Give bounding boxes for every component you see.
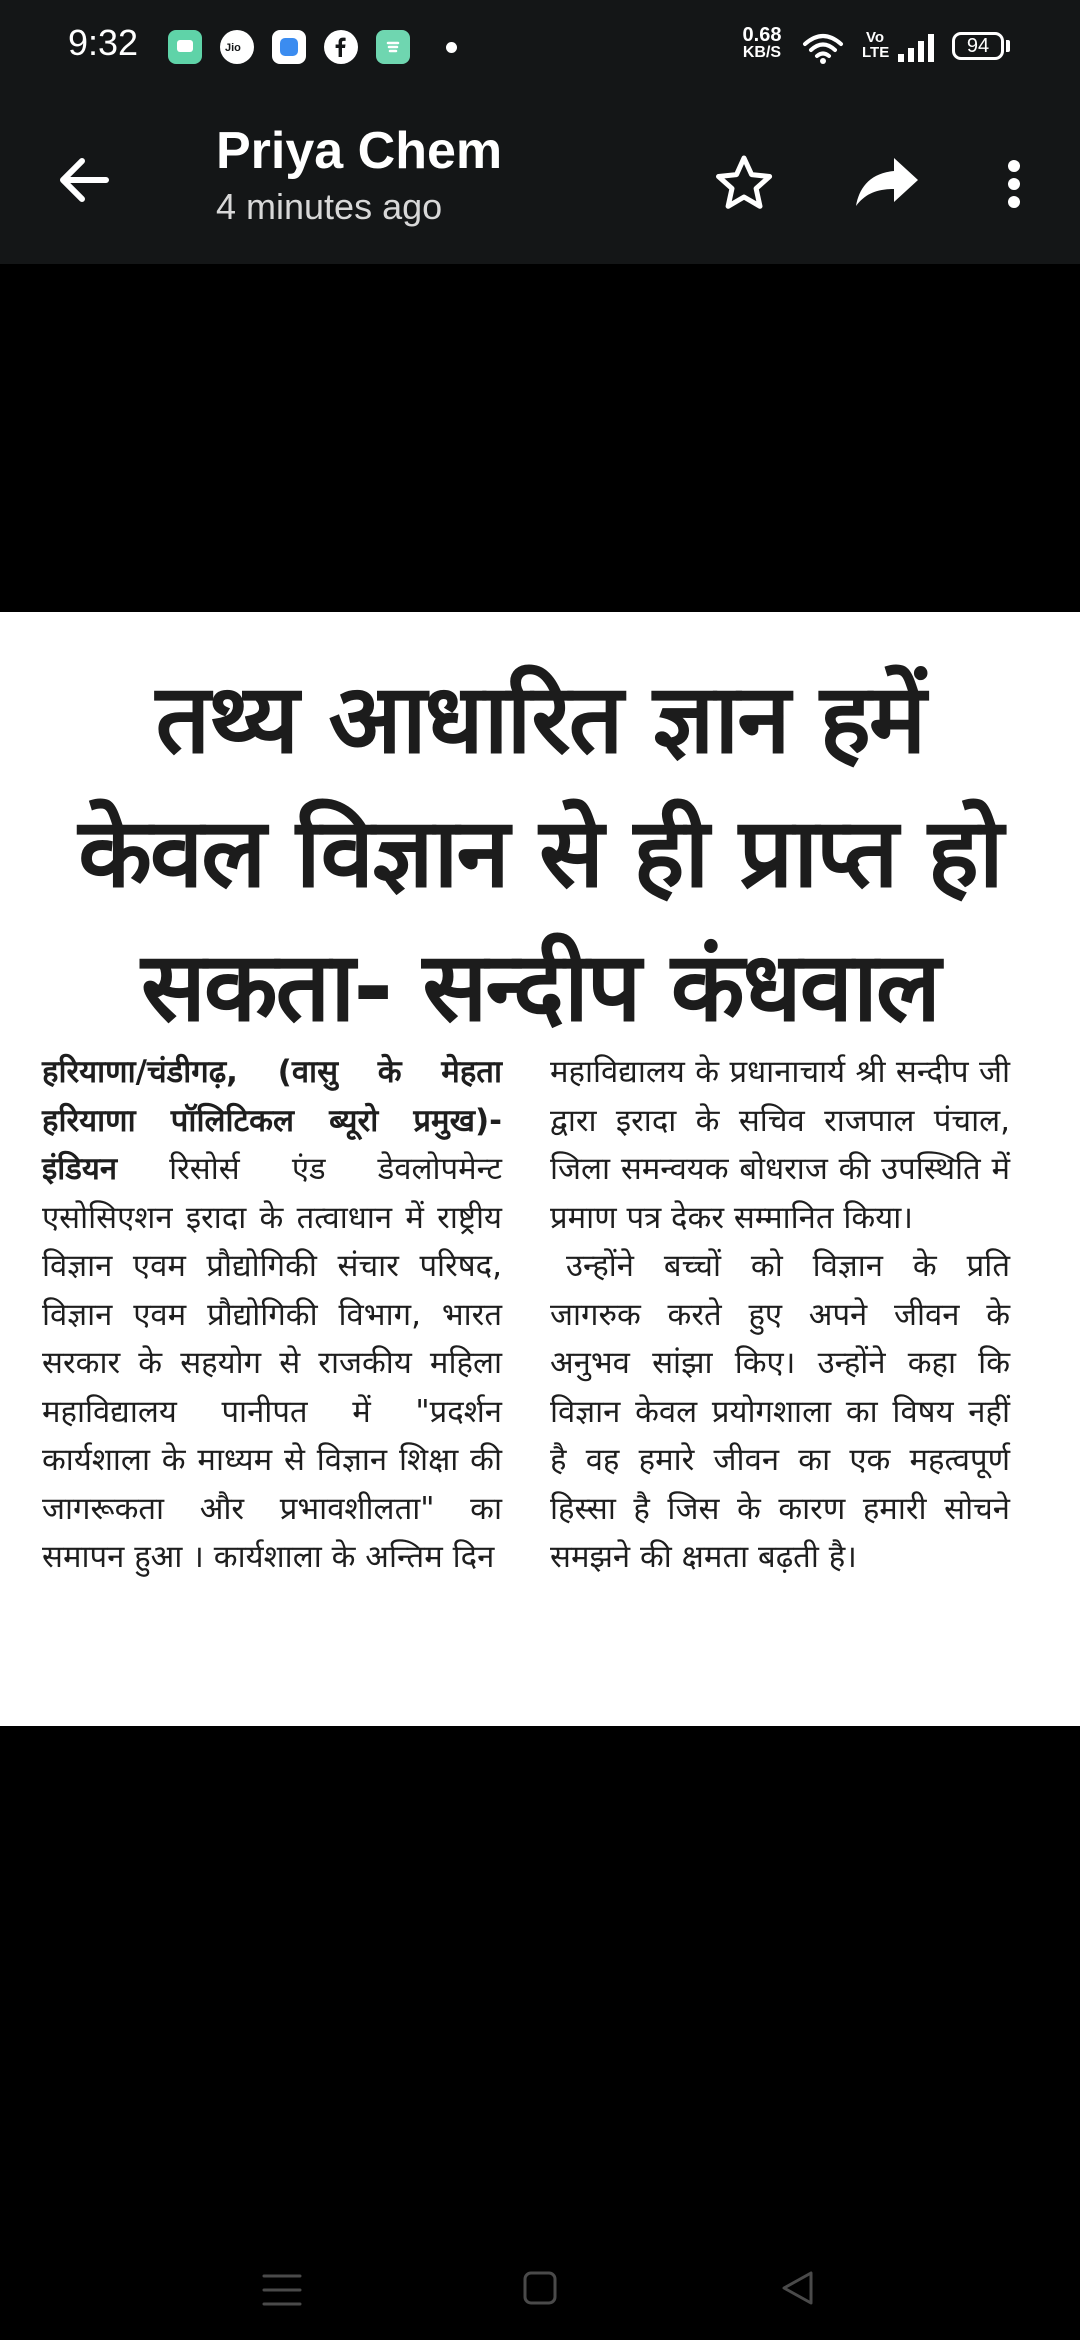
status-bar [0,0,1080,96]
svg-text:Jio: Jio [225,42,241,54]
shared-image[interactable] [0,612,1080,1726]
system-nav-bar [0,2200,1080,2340]
right-paragraph-1: महाविद्यालय के प्रधानाचार्य श्री सन्दीप जी द्वारा इरादा के सचिव राजपाल पंचाल, जिला समन्वयक बोधराज की उपस्थिति में प्रमाण पत्र देकर सम्मानित किया। [550,1054,1010,1236]
sender-title: Priya Chem [216,122,503,180]
headline-line-1: तथ्य आधारित ज्ञान हमें [155,663,925,775]
headline-line-2: केवल विज्ञान से ही प्राप्त हो [78,797,1002,909]
signal-icon [896,32,936,64]
back-button[interactable] [44,140,124,220]
left-body-text: रिसोर्स एंड डेवलोपमेन्ट एसोसिएशन इरादा के तत्वाधान में राष्ट्रीय विज्ञान एवम प्रौद्योगिकी संचार परिषद, विज्ञान एवम प्रौद्योगिकी विभाग, भारत सरकार के सहयोग से राजकीय महिला महाविद्यालय पानीपत में "प्रदर्शन कार्यशाला के माध्यम से विज्ञान शिक्षा की जागरूकता और प्रभावशीलता" का समापन हुआ । कार्यशाला के अन्तिम दिन [42,1151,502,1575]
wifi-icon [802,32,844,64]
facebook-icon [324,30,358,64]
recents-button[interactable] [262,2272,302,2308]
battery-nub [1006,40,1010,52]
menu-lines-icon [262,2272,302,2308]
volte-bottom: LTE [862,44,890,61]
title-block [216,120,502,230]
star-icon [706,146,782,222]
article-column-right [550,1048,1010,1582]
home-square-icon [522,2270,558,2306]
volte-indicator [862,30,888,60]
net-speed-unit: KB/S [742,44,782,61]
home-button[interactable] [522,2270,558,2306]
app-2-icon [376,30,410,64]
system-back-button[interactable] [780,2270,816,2306]
headline-line-3: सकता- सन्दीप कंधवाल [141,931,939,1043]
net-speed-value: 0.68 [742,24,782,46]
back-triangle-icon [780,2270,816,2306]
volte-top: Vo [865,29,885,46]
jio-icon [220,30,254,64]
more-vertical-icon [994,146,1034,222]
notification-dot-icon [446,42,457,53]
app-icon [272,30,306,64]
star-button[interactable] [706,146,782,222]
forward-arrow-icon [848,146,924,222]
network-speed [734,26,790,62]
arrow-left-icon [44,140,124,220]
timestamp: 4 minutes ago [216,186,443,227]
left-paragraph [42,1048,502,1582]
article-dateline: हरियाणा/चंडीगढ़, (वासु के मेहता हरियाणा पॉलिटिकल ब्यूरो प्रमुख)- इंडियन [42,1054,502,1187]
messages-icon [168,30,202,64]
battery-indicator: 94 [952,32,1004,60]
article-column-left [42,1048,502,1582]
status-time: 9:32 [68,22,139,63]
news-headline [40,652,1040,1054]
forward-button[interactable] [848,146,924,222]
right-paragraph-2: उन्होंने बच्चों को विज्ञान के प्रति जागरुक करते हुए अपने जीवन के अनुभव सांझा किए। उन्होंने कहा कि विज्ञान केवल प्रयोगशाला का विषय नहीं है वह हमारे जीवन का एक महत्वपूर्ण हिस्सा है जिस के कारण हमारी सोचने समझने की क्षमता बढ़ती है। [550,1248,1010,1575]
app-bar [0,96,1080,264]
more-options-button[interactable] [994,146,1034,222]
